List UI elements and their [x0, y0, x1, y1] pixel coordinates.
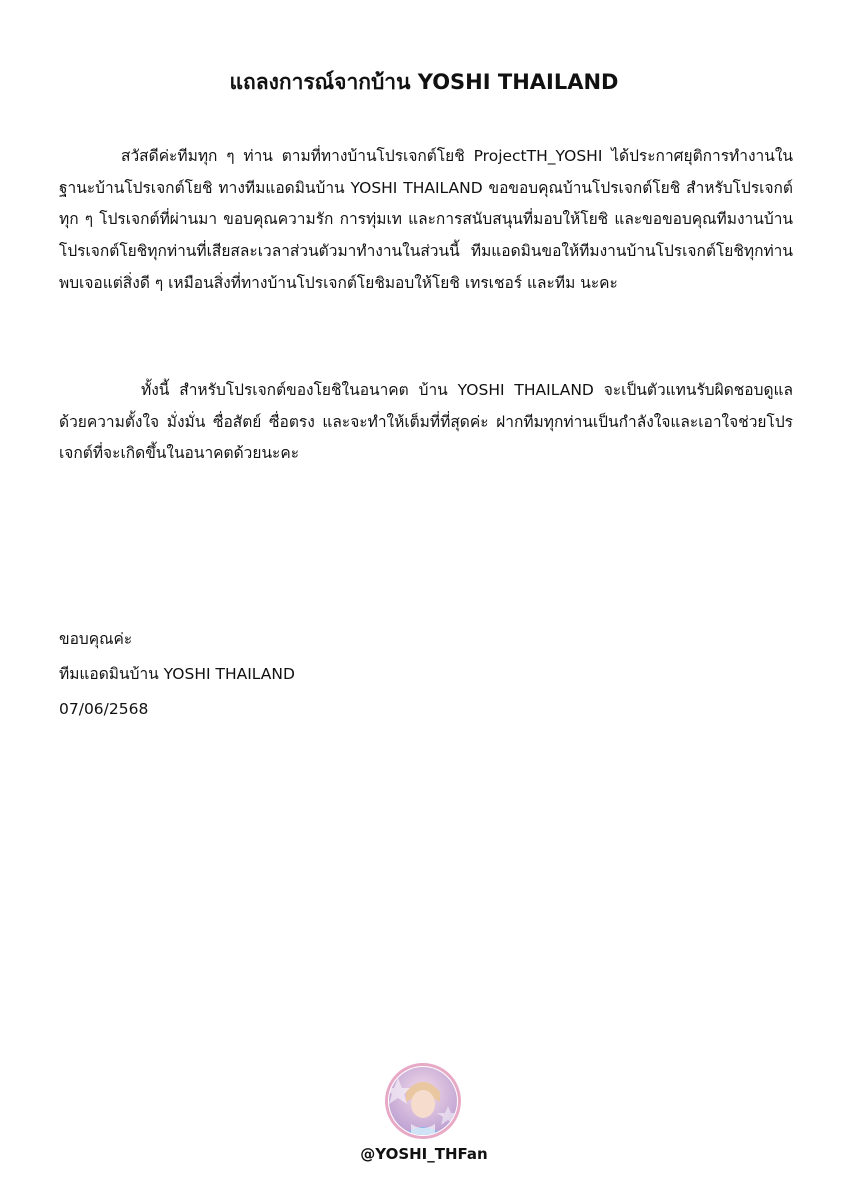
avatar-icon: [384, 1062, 462, 1140]
social-handle: @YOSHI_THFan: [360, 1145, 488, 1163]
fan-account-avatar: [384, 1062, 462, 1140]
signature-text: ทีมแอดมินบ้าน YOSHI THAILAND: [59, 665, 295, 683]
paragraph-future-projects: ทั้งนี้ สำหรับโปรเจกต์ของโยชิในอนาคต บ้าน YOSHI THAILAND จะเป็นตัวแทนรับผิดชอบดูแลด้วยความตั้งใจ มั่งมั่น ซื่อสัตย์ ซื่อตรง และจะทำให้เต็มที่ที่สุดค่ะ ฝากทีมทุกท่านเป็นกำลังใจและเอาใจช่วยโปรเจกต์ที่จะเกิดขึ้นในอนาคตด้วยนะคะ: [59, 381, 793, 463]
paragraph-thanks: สวัสดีค่ะทีมทุก ๆ ท่าน ตามที่ทางบ้านโปรเจกต์โยชิ ProjectTH_YOSHI ได้ประกาศยุติการทำงานในฐานะบ้านโปรเจกต์โยชิ ทางทีมแอดมินบ้าน YOSHI THAILAND ขอขอบคุณบ้านโปรเจกต์โยชิ สำหรับโปรเจกต์ทุก ๆ โปรเจกต์ที่ผ่านมา ขอบคุณความรัก การทุ่มเท และการสนับสนุนที่มอบให้โยชิ และขอขอบคุณทีมงานบ้านโปรเจกต์โยชิทุกท่านที่เสียสละเวลาส่วนตัวมาทำงานในส่วนนี้ ทีมแอดมินขอให้ทีมงานบ้านโปรเจกต์โยชิทุกท่านพบเจอแต่สิ่งดี ๆ เหมือนสิ่งที่ทางบ้านโปรเจกต์โยชิมอบให้โยชิ เทรเชอร์ และทีม นะคะ: [59, 147, 793, 292]
date-text: 07/06/2568: [59, 700, 149, 718]
signoff-block: [59, 622, 295, 727]
document-title: แถลงการณ์จากบ้าน YOSHI THAILAND: [229, 70, 619, 94]
closing-text: ขอบคุณค่ะ: [59, 630, 133, 648]
